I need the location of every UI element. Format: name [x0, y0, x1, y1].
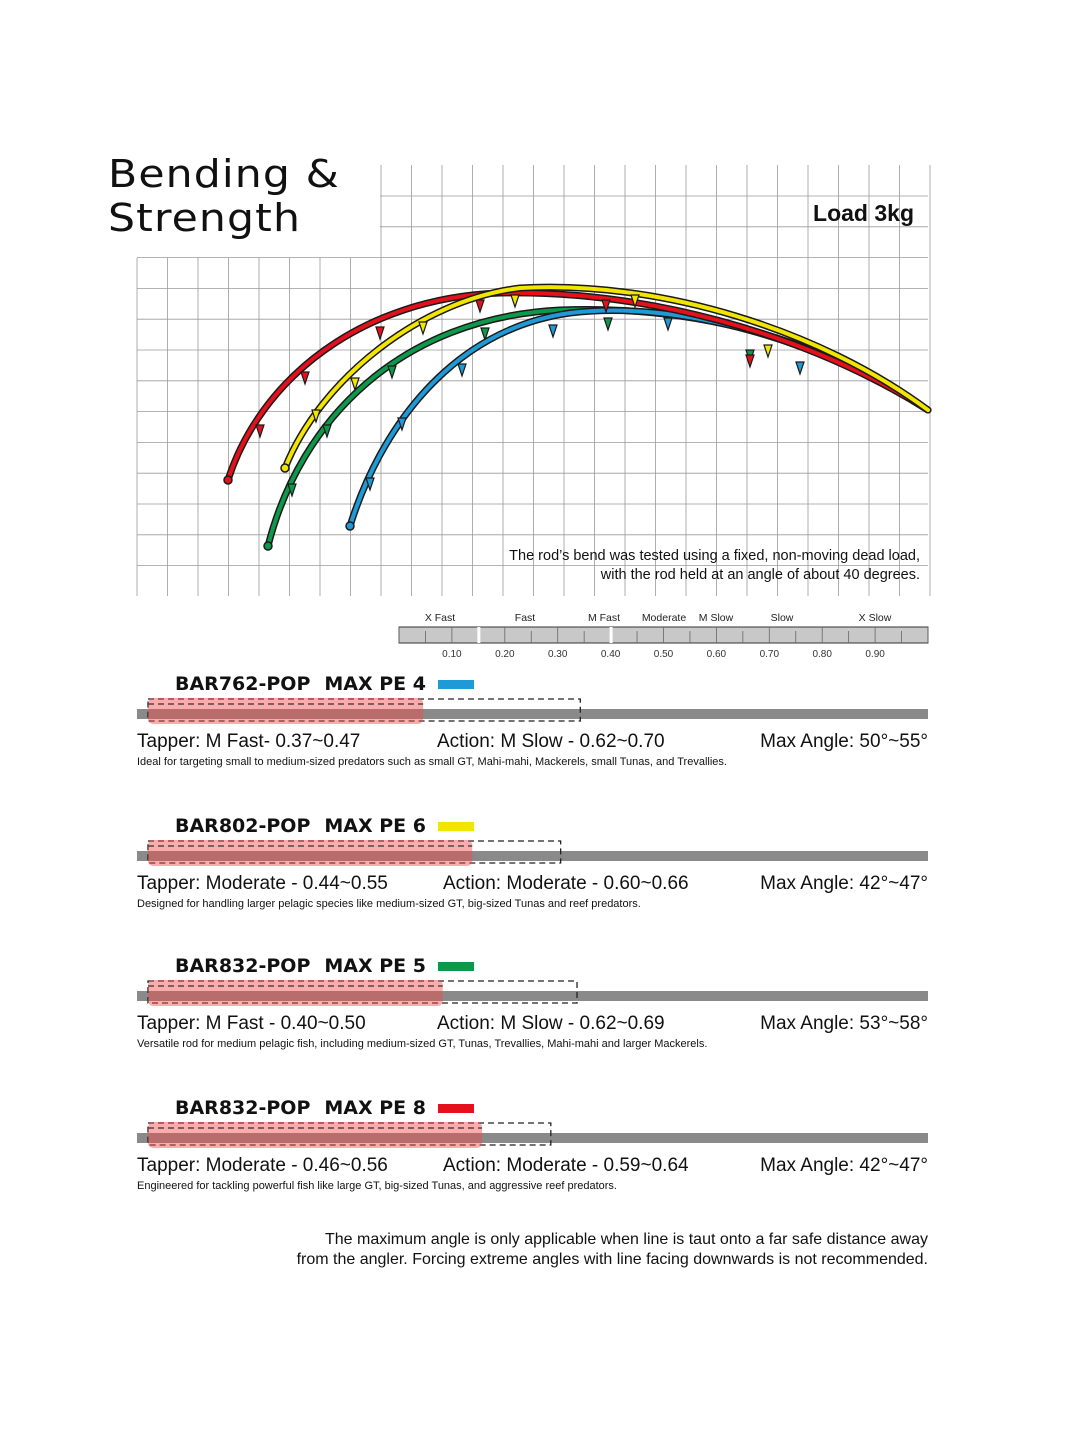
product-action: Action: M Slow - 0.62~0.70 — [437, 731, 665, 752]
taper-action-bar — [137, 839, 928, 873]
product-taper: Tapper: M Fast - 0.40~0.50 — [137, 1013, 366, 1034]
footer-note — [297, 1230, 928, 1270]
product-color-swatch — [438, 1104, 474, 1113]
product-description: Designed for handling larger pelagic species like medium-sized GT, big-sized Tunas and reef predators. — [137, 898, 641, 910]
product-color-swatch — [438, 822, 474, 831]
action-scale — [399, 612, 928, 660]
rod-guide — [511, 295, 519, 307]
scale-tick-label: 0.60 — [706, 649, 727, 660]
product-taper: Tapper: Moderate - 0.44~0.55 — [137, 873, 388, 894]
taper-range-fill — [148, 698, 423, 724]
scale-action-label: M Fast — [587, 612, 621, 624]
rod-curve — [350, 311, 928, 526]
product-header — [175, 815, 474, 837]
product-model: BAR802-POP — [175, 815, 311, 837]
product-section — [0, 815, 1080, 925]
scale-tick-label: 0.20 — [495, 649, 515, 660]
product-max-angle: Max Angle: 42°~47° — [760, 873, 928, 894]
rod-tip — [281, 464, 289, 472]
scale-tick-label: 0.80 — [812, 649, 832, 660]
product-max-angle: Max Angle: 53°~58° — [760, 1013, 928, 1034]
product-max-pe: MAX PE 6 — [324, 815, 426, 837]
scale-action-label: X Slow — [858, 612, 892, 624]
product-action: Action: Moderate - 0.59~0.64 — [443, 1155, 689, 1176]
scale-divider — [610, 627, 613, 643]
product-action: Action: Moderate - 0.60~0.66 — [443, 873, 689, 894]
scale-tick-label: 0.50 — [653, 649, 674, 660]
product-max-pe: MAX PE 4 — [324, 673, 426, 695]
product-section — [0, 673, 1080, 783]
scale-tick-label: 0.40 — [600, 649, 621, 660]
rod-guide — [388, 366, 396, 378]
rod-outline — [350, 311, 928, 526]
scale-tick-label: 0.10 — [442, 649, 462, 660]
product-description: Engineered for tackling powerful fish like large GT, big-sized Tunas, and aggressive reef predators. — [137, 1180, 617, 1192]
rod-tip — [224, 476, 232, 484]
scale-divider — [477, 627, 480, 643]
rod-guide — [664, 318, 672, 330]
rod-curve — [285, 287, 928, 468]
rod-curve — [268, 310, 928, 546]
title-line-2: Strength — [108, 196, 302, 240]
rod-guide — [458, 364, 466, 376]
scale-action-label: M Slow — [698, 612, 734, 624]
product-header — [175, 955, 474, 977]
title-line-1: Bending & — [108, 152, 340, 196]
taper-action-bar — [137, 979, 928, 1013]
test-note-line-2: with the rod held at an angle of about 40 degrees. — [600, 567, 920, 583]
product-section — [0, 1097, 1080, 1207]
rod-guide — [301, 372, 309, 384]
product-model: BAR832-POP — [175, 1097, 311, 1119]
rod-tip — [264, 542, 272, 550]
product-max-pe: MAX PE 8 — [324, 1097, 426, 1119]
load-label: Load 3kg — [813, 200, 914, 226]
product-action: Action: M Slow - 0.62~0.69 — [437, 1013, 665, 1034]
taper-range-fill — [148, 840, 472, 866]
product-header — [175, 1097, 474, 1119]
scale-tick-label: 0.70 — [759, 649, 780, 660]
product-taper: Tapper: Moderate - 0.46~0.56 — [137, 1155, 388, 1176]
scale-action-label: Moderate — [641, 612, 687, 624]
taper-action-bar — [137, 1121, 928, 1155]
rod-tip — [346, 522, 354, 530]
rod-outline — [268, 310, 928, 546]
taper-action-bar — [137, 697, 928, 731]
page-title — [108, 152, 340, 240]
rod-curves — [224, 287, 928, 550]
rod-guide — [604, 318, 612, 330]
product-model: BAR762-POP — [175, 673, 311, 695]
footer-line-1: The maximum angle is only applicable when line is taut onto a far safe distance away — [325, 1231, 928, 1248]
product-taper: Tapper: M Fast- 0.37~0.47 — [137, 731, 361, 752]
scale-tick-label: 0.90 — [865, 649, 885, 660]
rod-outline — [228, 293, 928, 480]
taper-range-fill — [148, 1122, 482, 1148]
rod-guide — [549, 325, 557, 337]
product-max-angle: Max Angle: 42°~47° — [760, 1155, 928, 1176]
product-header — [175, 673, 474, 695]
bend-chart — [0, 0, 1080, 700]
product-description: Versatile rod for medium pelagic fish, including medium-sized GT, Tunas, Trevallies, Mahi-mahi and larger Mackerels. — [137, 1038, 708, 1050]
rod-guide — [476, 300, 484, 312]
scale-action-label: Fast — [514, 612, 536, 624]
product-color-swatch — [438, 680, 474, 689]
footer-line-2: from the angler. Forcing extreme angles with line facing downwards is not recommended. — [296, 1251, 928, 1268]
product-max-pe: MAX PE 5 — [324, 955, 426, 977]
rod-guide — [256, 425, 264, 437]
product-description: Ideal for targeting small to medium-sized predators such as small GT, Mahi-mahi, Mackerels, small Tunas, and Trevallies. — [137, 756, 727, 768]
scale-action-label: X Fast — [424, 612, 456, 624]
rod-guide — [764, 345, 772, 357]
product-max-angle: Max Angle: 50°~55° — [760, 731, 928, 752]
test-note — [509, 547, 920, 585]
rod-guide — [419, 322, 427, 334]
rod-curve — [228, 293, 928, 480]
rod-outline — [285, 287, 928, 468]
test-note-line-1: The rod’s bend was tested using a fixed, non-moving dead load, — [509, 548, 920, 564]
scale-action-label: Slow — [770, 612, 794, 624]
product-color-swatch — [438, 962, 474, 971]
rod-guide — [376, 327, 384, 339]
rod-guide — [796, 362, 804, 374]
taper-range-fill — [148, 980, 443, 1006]
scale-tick-label: 0.30 — [547, 649, 568, 660]
product-section — [0, 955, 1080, 1065]
product-model: BAR832-POP — [175, 955, 311, 977]
